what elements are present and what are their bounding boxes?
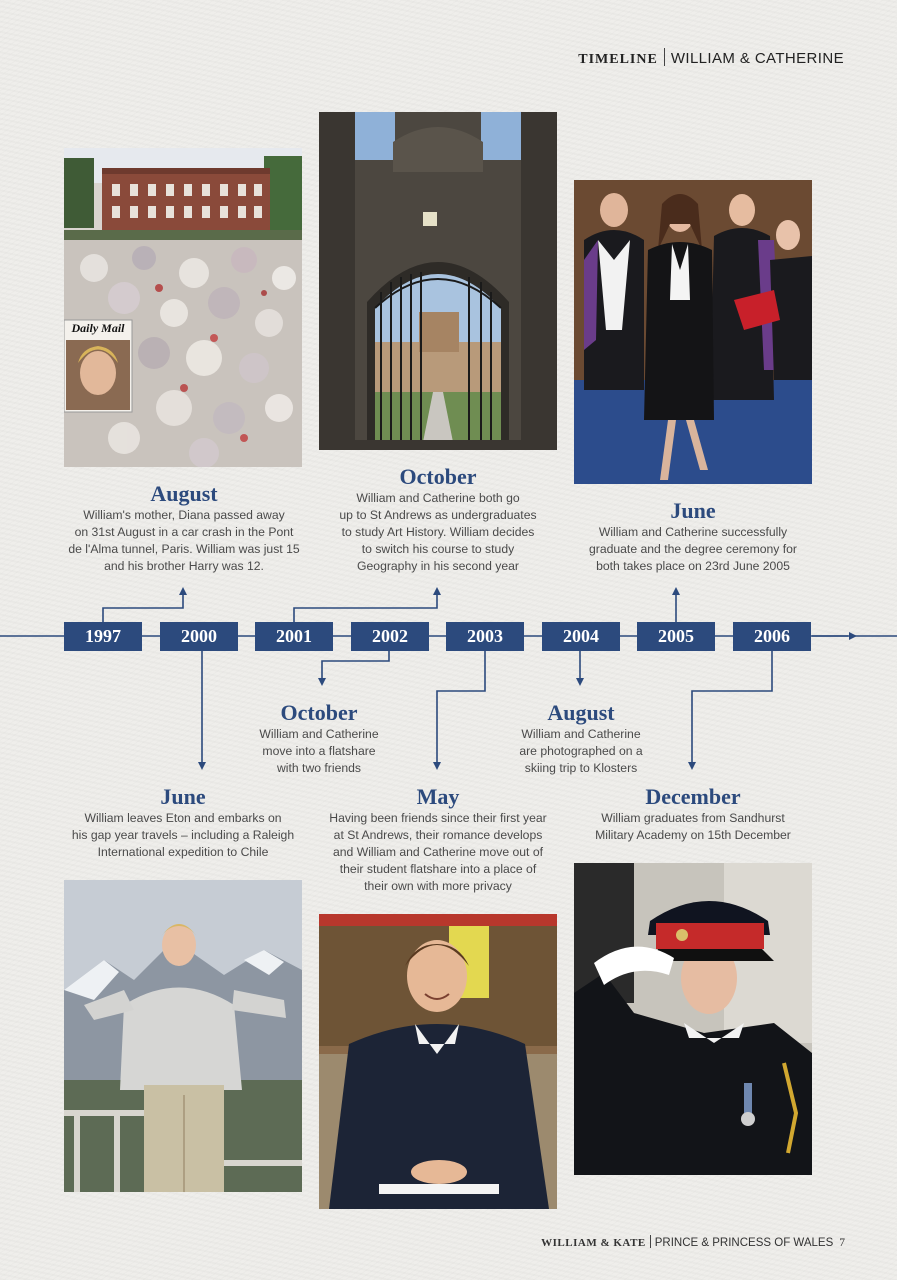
entry-line: at St Andrews, their romance develops: [333, 828, 543, 842]
entry-line: William and Catherine successfully: [598, 525, 788, 539]
entry-text: [572, 524, 814, 575]
entry-text: [500, 726, 662, 777]
year-box-2003: 2003: [446, 622, 524, 651]
year-box-2006: 2006: [733, 622, 811, 651]
entry-line: with two friends: [277, 761, 361, 775]
entry-line: William and Catherine: [521, 727, 641, 741]
year-box-2000: 2000: [160, 622, 238, 651]
photo-william-salute: [574, 863, 812, 1175]
year-box-2004: 2004: [542, 622, 620, 651]
entry-2006-december: [572, 784, 814, 844]
entry-text: [312, 810, 564, 895]
entry-line: Having been friends since their first year: [329, 811, 547, 825]
entry-text: [64, 507, 304, 575]
photo-william-smiling: [319, 914, 557, 1209]
entry-line: Military Academy on 15th December: [595, 828, 791, 842]
photo-st-andrews-gate: [319, 112, 557, 450]
entry-line: his gap year travels – including a Raleigh: [71, 828, 295, 842]
entry-line: both takes place on 23rd June 2005: [596, 559, 790, 573]
header-title: WILLIAM & CATHERINE: [670, 50, 844, 67]
footer-magazine: WILLIAM & KATE: [541, 1237, 646, 1249]
year-box-2005: 2005: [637, 622, 715, 651]
entry-line: move into a flatshare: [262, 744, 376, 758]
entry-1997-august: [64, 481, 304, 575]
entry-2005-june: [572, 498, 814, 575]
page-footer: [541, 1235, 845, 1249]
page-number: 7: [839, 1237, 845, 1249]
entry-line: their own with more privacy: [364, 879, 512, 893]
entry-line: to study Art History. William decides: [341, 525, 535, 539]
entry-2003-may: [312, 784, 564, 895]
photo-graduation-ceremony: [574, 180, 812, 484]
entry-2004-august: [500, 700, 662, 777]
entry-2000-june: [62, 784, 304, 861]
footer-divider: [650, 1235, 651, 1248]
header-section: TIMELINE: [578, 52, 658, 67]
year-box-2002: 2002: [351, 622, 429, 651]
entry-line: their student flatshare into a place of: [339, 862, 537, 876]
entry-line: to switch his course to study: [361, 542, 515, 556]
entry-2001-october: [318, 464, 558, 575]
entry-line: are photographed on a: [519, 744, 643, 758]
entry-month: October: [399, 464, 477, 489]
newspaper-masthead: Daily Mail: [71, 321, 125, 335]
entry-line: William leaves Eton and embarks on: [84, 811, 282, 825]
entry-text: [572, 810, 814, 844]
entry-line: de l'Alma tunnel, Paris. William was just 15: [68, 542, 300, 556]
entry-month: June: [160, 784, 206, 809]
entry-line: graduate and the degree ceremony for: [588, 542, 797, 556]
page-header: [578, 48, 844, 68]
header-divider: [664, 48, 665, 66]
entry-line: and William and Catherine move out of: [332, 845, 543, 859]
entry-line: on 31st August in a car crash in the Pont: [74, 525, 294, 539]
entry-text: [62, 810, 304, 861]
entry-month: June: [670, 498, 716, 523]
entry-month: October: [280, 700, 358, 725]
photo-flowers-kensington: [64, 148, 302, 467]
entry-line: William's mother, Diana passed away: [83, 508, 285, 522]
entry-line: William graduates from Sandhurst: [601, 811, 785, 825]
entry-text: [318, 490, 558, 575]
entry-text: [238, 726, 400, 777]
entry-line: Geography in his second year: [357, 559, 519, 573]
entry-month: December: [645, 784, 741, 809]
entry-line: William and Catherine: [259, 727, 379, 741]
entry-2002-october: [238, 700, 400, 777]
entry-line: International expedition to Chile: [97, 845, 269, 859]
footer-subtitle: PRINCE & PRINCESS OF WALES: [654, 1237, 834, 1249]
entry-month: May: [416, 784, 460, 809]
entry-line: skiing trip to Klosters: [524, 761, 638, 775]
photo-william-gap-year: [64, 880, 302, 1192]
entry-line: up to St Andrews as undergraduates: [339, 508, 537, 522]
entry-month: August: [547, 700, 615, 725]
entry-month: August: [150, 481, 218, 506]
year-box-2001: 2001: [255, 622, 333, 651]
entry-line: and his brother Harry was 12.: [104, 559, 264, 573]
year-box-1997: 1997: [64, 622, 142, 651]
entry-line: William and Catherine both go: [356, 491, 520, 505]
